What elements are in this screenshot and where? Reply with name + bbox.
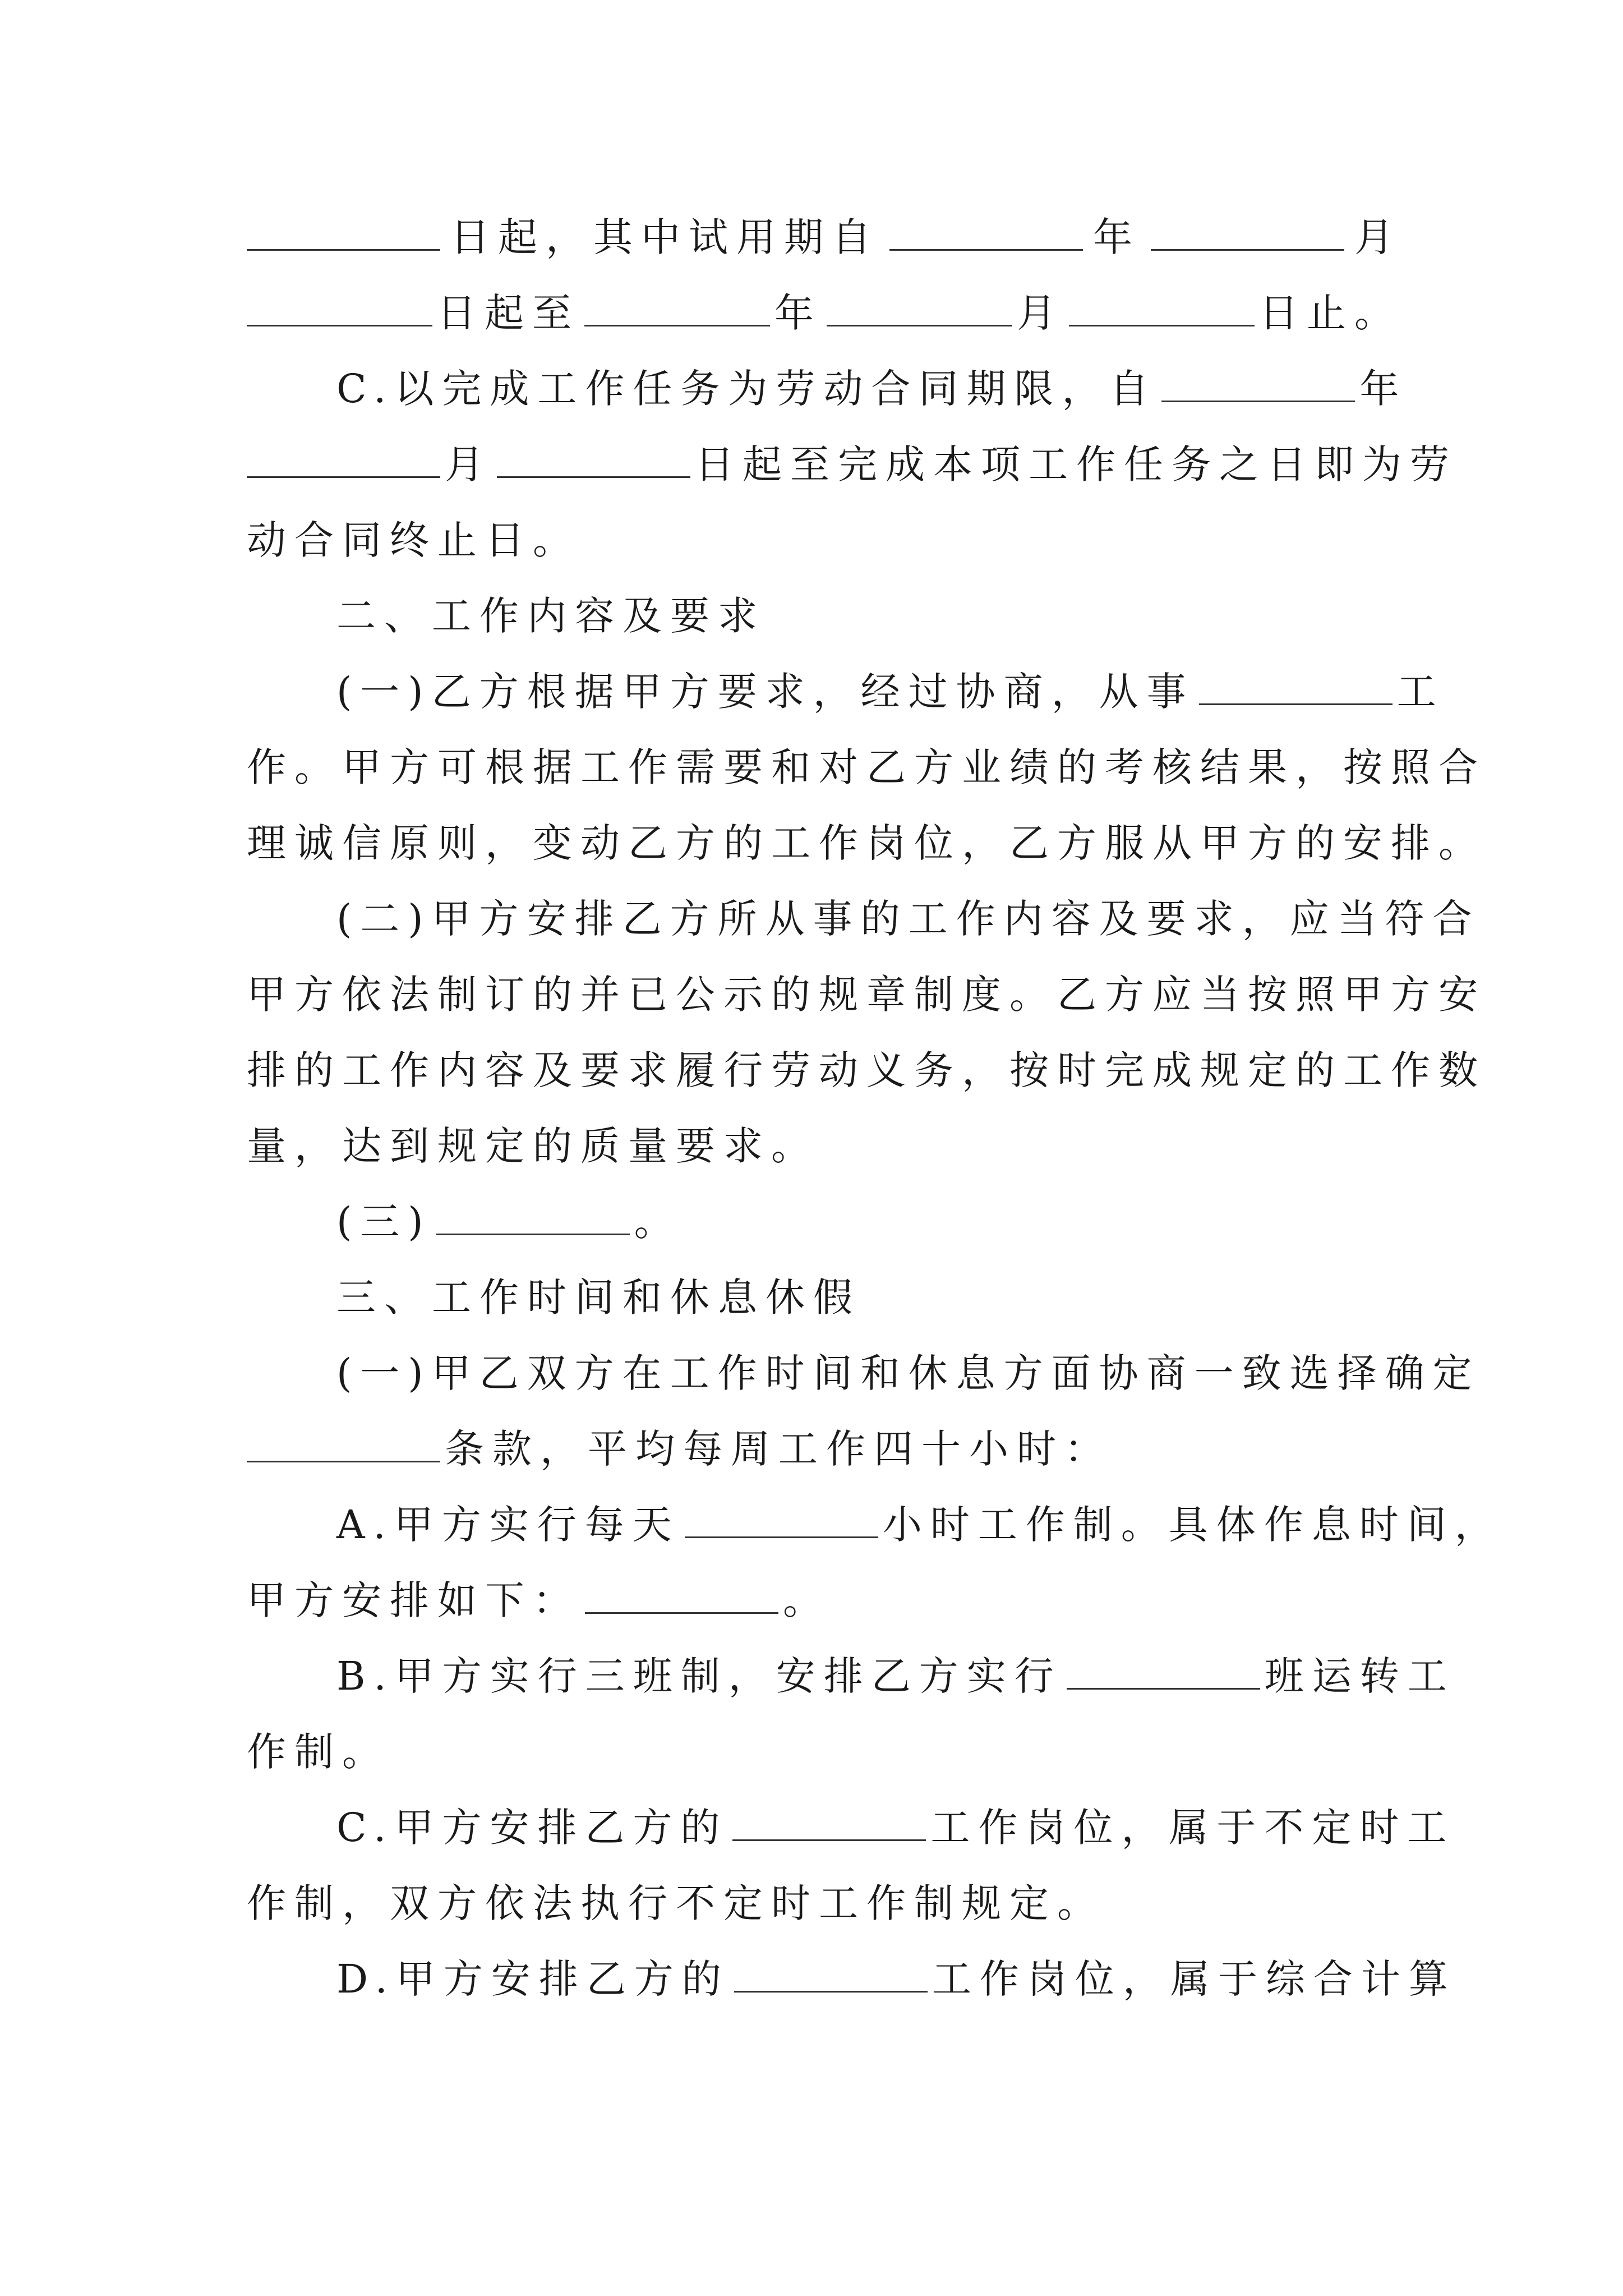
- text-line: [247, 1115, 1402, 1177]
- text-line: [247, 1039, 1486, 1101]
- fill-in-blank[interactable]: [1199, 662, 1393, 705]
- text-segment: (二)甲方安排乙方所从事的工作内容及要求，应当符合: [336, 896, 1481, 942]
- fill-in-blank[interactable]: [734, 1949, 928, 1993]
- text-segment: 作制，双方依法执行不定时工作制规定。: [247, 1880, 1105, 1926]
- text-segment: 月: [1017, 290, 1064, 336]
- text-line: [247, 737, 1486, 798]
- text-segment: 条款，平均每周工作四十小时：: [445, 1426, 1112, 1472]
- text-segment: 。: [783, 1577, 831, 1623]
- text-segment: 量，达到规定的质量要求。: [247, 1123, 819, 1169]
- text-segment: 年: [774, 290, 822, 336]
- text-line: [336, 661, 1492, 723]
- fill-in-blank[interactable]: [247, 283, 432, 326]
- text-segment: 理诚信原则，变动乙方的工作岗位，乙方服从甲方的安排。: [247, 820, 1486, 866]
- text-segment: 。: [634, 1199, 682, 1245]
- fill-in-blank[interactable]: [889, 208, 1083, 251]
- text-segment: A.甲方实行每天: [336, 1502, 680, 1548]
- text-segment: 动合同终止日。: [247, 517, 580, 563]
- text-line: [336, 1948, 1492, 2010]
- text-line: [336, 1342, 1492, 1404]
- fill-in-blank[interactable]: [1069, 283, 1255, 326]
- text-line: [247, 509, 1402, 571]
- section-heading: [336, 1267, 1492, 1328]
- text-segment: 三、工作时间和休息休假: [336, 1274, 861, 1320]
- text-line: [336, 1494, 1502, 1556]
- text-segment: 作。甲方可根据工作需要和对乙方业绩的考核结果，按照合: [247, 744, 1486, 790]
- text-segment: 工作岗位，属于不定时工: [930, 1805, 1455, 1851]
- text-segment: 二、工作内容及要求: [336, 593, 766, 639]
- fill-in-blank[interactable]: [584, 283, 770, 326]
- text-line: [247, 282, 1402, 344]
- text-segment: C.甲方安排乙方的: [336, 1805, 728, 1851]
- text-line: [247, 1872, 1402, 1934]
- fill-in-blank[interactable]: [1067, 1646, 1260, 1690]
- text-segment: 工: [1396, 669, 1445, 715]
- fill-in-blank[interactable]: [827, 283, 1012, 326]
- text-segment: 月: [1354, 214, 1402, 260]
- text-segment: 日止。: [1259, 290, 1402, 336]
- fill-in-blank[interactable]: [497, 435, 690, 478]
- text-line: [247, 1418, 1402, 1480]
- text-segment: 甲方依法制订的并已公示的规章制度。乙方应当按照甲方安: [247, 972, 1486, 1018]
- fill-in-blank[interactable]: [1161, 359, 1355, 402]
- text-segment: 年: [1093, 214, 1141, 260]
- text-line: [336, 888, 1492, 950]
- fill-in-blank[interactable]: [585, 1571, 778, 1614]
- text-segment: 日起至: [437, 290, 580, 336]
- text-line: [247, 812, 1486, 874]
- text-line: [336, 1797, 1492, 1858]
- section-heading: [336, 585, 1492, 647]
- fill-in-blank[interactable]: [685, 1495, 878, 1538]
- text-segment: 小时工作制。具体作息时间，: [882, 1502, 1502, 1548]
- text-segment: 月: [445, 441, 492, 487]
- text-segment: D.甲方安排乙方的: [336, 1956, 730, 2002]
- text-segment: (一)乙方根据甲方要求，经过协商，从事: [336, 669, 1195, 715]
- fill-in-blank[interactable]: [732, 1798, 926, 1841]
- text-line: [247, 434, 1458, 495]
- text-segment: 班运转工: [1264, 1653, 1455, 1699]
- text-segment: 甲方安排如下：: [247, 1577, 580, 1623]
- fill-in-blank[interactable]: [1151, 208, 1344, 251]
- text-segment: B.甲方实行三班制，安排乙方实行: [336, 1653, 1062, 1699]
- text-segment: (三): [336, 1199, 432, 1245]
- text-segment: 排的工作内容及要求履行劳动义务，按时完成规定的工作数: [247, 1047, 1486, 1093]
- text-line: [247, 1721, 1402, 1783]
- fill-in-blank[interactable]: [247, 435, 440, 478]
- text-segment: 日起，其中试用期自: [450, 214, 879, 260]
- text-line: [336, 1191, 1492, 1253]
- text-segment: 年: [1359, 366, 1408, 412]
- fill-in-blank[interactable]: [247, 1419, 440, 1462]
- fill-in-blank[interactable]: [247, 208, 440, 251]
- text-segment: 工作岗位，属于综合计算: [932, 1956, 1456, 2002]
- text-line: [247, 206, 1402, 268]
- fill-in-blank[interactable]: [436, 1192, 630, 1235]
- text-line: [336, 1645, 1492, 1707]
- text-segment: C.以完成工作任务为劳动合同期限，自: [336, 366, 1158, 412]
- text-segment: (一)甲乙双方在工作时间和休息方面协商一致选择确定: [336, 1350, 1481, 1396]
- text-segment: 日起至完成本项工作任务之日即为劳: [695, 441, 1458, 487]
- text-segment: 作制。: [247, 1729, 390, 1775]
- text-line: [247, 1570, 1402, 1631]
- text-line: [247, 964, 1486, 1025]
- text-line: [336, 358, 1492, 420]
